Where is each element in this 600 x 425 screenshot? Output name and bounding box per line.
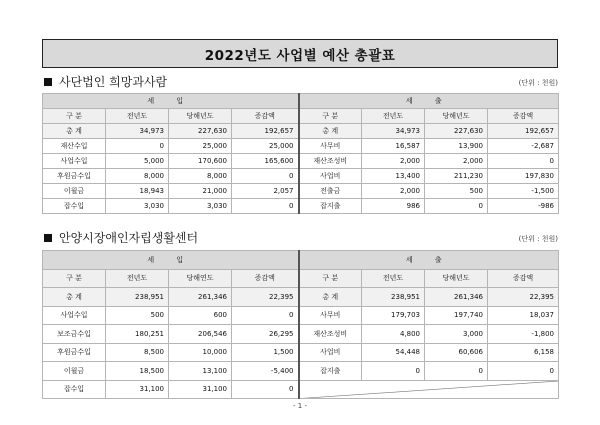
table-row-total xyxy=(43,124,559,139)
column-header: 당해년도 xyxy=(425,109,488,124)
row-label: 후원금수입 xyxy=(43,169,106,184)
column-header: 증감액 xyxy=(488,109,559,124)
row-label: 이월금 xyxy=(43,362,106,381)
row-label: 잡지출 xyxy=(299,199,362,214)
diagonal-line xyxy=(300,381,559,399)
cell-value: 3,030 xyxy=(169,199,232,214)
column-header: 당해년도 xyxy=(425,269,488,288)
row-label: 잡수입 xyxy=(43,199,106,214)
cell-value: 60,606 xyxy=(425,343,488,362)
cell-value: 0 xyxy=(106,139,169,154)
column-header: 구 분 xyxy=(299,109,362,124)
table-row xyxy=(43,362,559,381)
row-label: 총 계 xyxy=(43,288,106,307)
column-header: 전년도 xyxy=(362,269,425,288)
cell-value: 1,500 xyxy=(232,343,299,362)
cell-value: 34,973 xyxy=(362,124,425,139)
table-row xyxy=(43,139,559,154)
row-label: 사무비 xyxy=(299,139,362,154)
group-expense-header: 세 출 xyxy=(299,94,559,109)
cell-value: 26,295 xyxy=(232,325,299,344)
cell-value: -1,500 xyxy=(488,184,559,199)
row-label: 잡지출 xyxy=(299,362,362,381)
square-bullet-icon xyxy=(44,234,52,242)
cell-value: 13,100 xyxy=(169,362,232,381)
table-row xyxy=(43,184,559,199)
column-header: 구 분 xyxy=(43,109,106,124)
column-header-row xyxy=(43,109,559,124)
cell-value: 0 xyxy=(425,362,488,381)
cell-value: 500 xyxy=(106,306,169,325)
cell-value: 18,037 xyxy=(488,306,559,325)
cell-value: 31,100 xyxy=(106,380,169,399)
cell-value: 261,346 xyxy=(425,288,488,307)
row-label: 사업수입 xyxy=(43,154,106,169)
cell-value: 0 xyxy=(362,362,425,381)
column-header: 구 분 xyxy=(299,269,362,288)
cell-value: 16,587 xyxy=(362,139,425,154)
column-header: 증감액 xyxy=(488,269,559,288)
cell-value: 180,251 xyxy=(106,325,169,344)
cell-value: 8,000 xyxy=(169,169,232,184)
row-label: 잡수입 xyxy=(43,380,106,399)
row-label: 총 계 xyxy=(299,288,362,307)
cell-value: 8,500 xyxy=(106,343,169,362)
table-row xyxy=(43,199,559,214)
cell-value: 500 xyxy=(425,184,488,199)
page-number: - 1 - xyxy=(293,402,307,410)
section-header-1 xyxy=(44,74,558,90)
section-name-1 xyxy=(44,73,167,90)
row-label: 재산조성비 xyxy=(299,154,362,169)
group-income-header: 세 입 xyxy=(43,94,299,109)
column-header: 전년도 xyxy=(106,109,169,124)
row-label: 재산조성비 xyxy=(299,325,362,344)
section-name-text: 안양시장애인자립생활센터 xyxy=(59,231,199,245)
group-header-row xyxy=(43,251,559,270)
cell-value: 238,951 xyxy=(362,288,425,307)
column-header: 당해년도 xyxy=(169,109,232,124)
cell-value: 6,158 xyxy=(488,343,559,362)
empty-cell-diagonal xyxy=(299,380,559,399)
cell-value: 4,800 xyxy=(362,325,425,344)
row-label: 총 계 xyxy=(299,124,362,139)
cell-value: 22,395 xyxy=(232,288,299,307)
cell-value: 2,000 xyxy=(362,184,425,199)
cell-value: 21,000 xyxy=(169,184,232,199)
cell-value: -1,800 xyxy=(488,325,559,344)
budget-table-1 xyxy=(42,93,559,214)
row-label: 보조금수입 xyxy=(43,325,106,344)
cell-value: 261,346 xyxy=(169,288,232,307)
table-row xyxy=(43,343,559,362)
cell-value: 197,830 xyxy=(488,169,559,184)
column-header: 전년도 xyxy=(362,109,425,124)
cell-value: 211,230 xyxy=(425,169,488,184)
cell-value: 227,630 xyxy=(169,124,232,139)
cell-value: 0 xyxy=(425,199,488,214)
table-row xyxy=(43,380,559,399)
cell-value: 206,546 xyxy=(169,325,232,344)
cell-value: 3,030 xyxy=(106,199,169,214)
cell-value: 25,000 xyxy=(232,139,299,154)
cell-value: 0 xyxy=(232,306,299,325)
cell-value: 170,600 xyxy=(169,154,232,169)
row-label: 총 계 xyxy=(43,124,106,139)
cell-value: 5,000 xyxy=(106,154,169,169)
column-header: 당해연도 xyxy=(169,269,232,288)
cell-value: 34,973 xyxy=(106,124,169,139)
cell-value: 2,057 xyxy=(232,184,299,199)
document-title xyxy=(42,39,558,68)
cell-value: 3,000 xyxy=(425,325,488,344)
cell-value: 31,100 xyxy=(169,380,232,399)
cell-value: 54,448 xyxy=(362,343,425,362)
row-label: 후원금수입 xyxy=(43,343,106,362)
cell-value: -2,687 xyxy=(488,139,559,154)
cell-value: 600 xyxy=(169,306,232,325)
row-label: 사무비 xyxy=(299,306,362,325)
column-header: 구 분 xyxy=(43,269,106,288)
cell-value: -986 xyxy=(488,199,559,214)
square-bullet-icon xyxy=(44,78,52,86)
cell-value: 22,395 xyxy=(488,288,559,307)
cell-value: 18,500 xyxy=(106,362,169,381)
table-row xyxy=(43,154,559,169)
group-header-row xyxy=(43,94,559,109)
cell-value: 179,703 xyxy=(362,306,425,325)
row-label: 사업비 xyxy=(299,169,362,184)
cell-value: 0 xyxy=(232,199,299,214)
cell-value: 0 xyxy=(488,154,559,169)
cell-value: 986 xyxy=(362,199,425,214)
table-row xyxy=(43,325,559,344)
cell-value: 18,943 xyxy=(106,184,169,199)
cell-value: 197,740 xyxy=(425,306,488,325)
cell-value: 13,900 xyxy=(425,139,488,154)
column-header: 증감액 xyxy=(232,269,299,288)
cell-value: 0 xyxy=(488,362,559,381)
column-header-row xyxy=(43,269,559,288)
table-row xyxy=(43,169,559,184)
cell-value: 238,951 xyxy=(106,288,169,307)
section-header-2 xyxy=(44,230,558,246)
cell-value: 192,657 xyxy=(488,124,559,139)
table-row xyxy=(43,306,559,325)
cell-value: 8,000 xyxy=(106,169,169,184)
cell-value: 165,600 xyxy=(232,154,299,169)
cell-value: -5,400 xyxy=(232,362,299,381)
column-header: 증감액 xyxy=(232,109,299,124)
unit-label: (단위 : 천원) xyxy=(518,235,558,243)
section-name-text: 사단법인 희망과사람 xyxy=(59,75,168,89)
cell-value: 192,657 xyxy=(232,124,299,139)
row-label: 전출금 xyxy=(299,184,362,199)
section-name-2 xyxy=(44,229,198,246)
cell-value: 227,630 xyxy=(425,124,488,139)
group-expense-header: 세 출 xyxy=(299,251,559,270)
cell-value: 0 xyxy=(232,169,299,184)
cell-value: 0 xyxy=(232,380,299,399)
row-label: 사업수입 xyxy=(43,306,106,325)
row-label: 재산수입 xyxy=(43,139,106,154)
unit-label: (단위 : 천원) xyxy=(518,79,558,87)
group-income-header: 세 입 xyxy=(43,251,299,270)
cell-value: 2,000 xyxy=(362,154,425,169)
row-label: 이월금 xyxy=(43,184,106,199)
column-header: 전년도 xyxy=(106,269,169,288)
cell-value: 2,000 xyxy=(425,154,488,169)
cell-value: 13,400 xyxy=(362,169,425,184)
cell-value: 25,000 xyxy=(169,139,232,154)
cell-value: 10,000 xyxy=(169,343,232,362)
row-label: 사업비 xyxy=(299,343,362,362)
table-row-total xyxy=(43,288,559,307)
document-title-text: 2022년도 사업별 예산 총괄표 xyxy=(204,47,396,64)
budget-table-2 xyxy=(42,250,559,399)
